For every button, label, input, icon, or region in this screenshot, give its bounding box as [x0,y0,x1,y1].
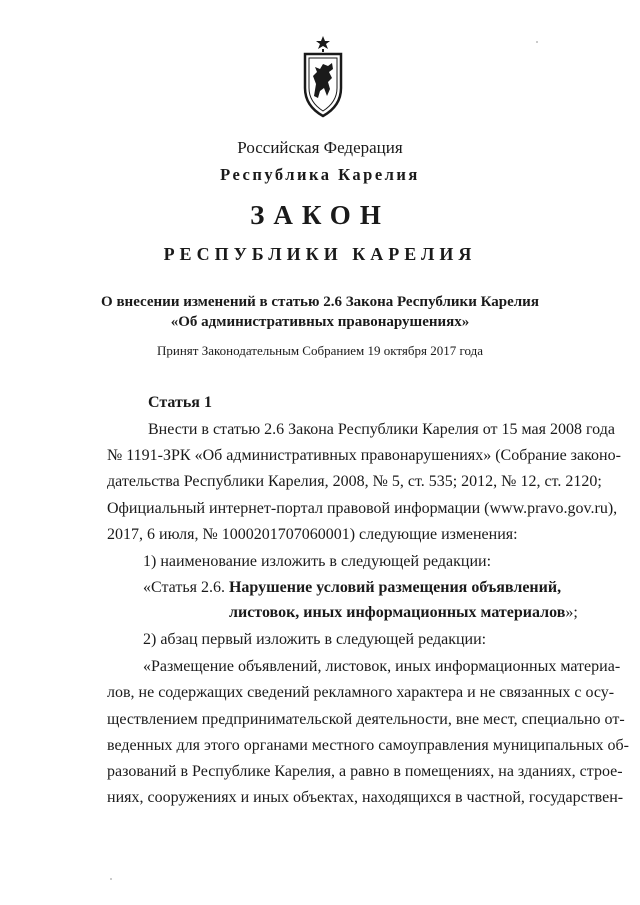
scan-speck [536,41,538,43]
item-1-prefix: «Статья 2.6. [143,579,229,596]
paragraph-1-line-3: дательства Республики Карелия, 2008, № 5, ст. 535; 2012, № 12, ст. 2120; [107,473,602,490]
paragraph-2-line-4: веденных для этого органами местного самоуправления муниципальных об- [107,737,629,754]
coat-of-arms-karelia-icon [299,36,347,118]
paragraph-2-line-5: разований в Республике Карелия, а равно в помещениях, на зданиях, строе- [107,763,623,780]
act-title-line-2: «Об административных правонарушениях» [170,314,470,330]
paragraph-1-line-2: № 1191-ЗРК «Об административных правонарушениях» (Собрание законо- [107,447,621,464]
republic-name: Республика Карелия [220,165,420,184]
scan-speck [110,878,112,880]
paragraph-1-line-5: 2017, 6 июля, № 1000201707060001) следующие изменения: [107,526,518,543]
item-1-article-title-cont [229,603,578,623]
act-title-line-1: О внесении изменений в статью 2.6 Закона Республики Карелия [101,294,539,310]
item-1-bold-line-2: листовок, иных информационных материалов [229,604,566,621]
paragraph-1-line-1: Внести в статью 2.6 Закона Республики Карелия от 15 мая 2008 года [148,421,615,438]
act-title [0,292,640,332]
item-1-article-title [143,578,561,598]
item-2: 2) абзац первый изложить в следующей редакции: [143,631,487,648]
item-1: 1) наименование изложить в следующей редакции: [143,553,492,570]
item-1-bold-line-1: Нарушение условий размещения объявлений, [228,579,562,596]
law-title: ЗАКОН [250,200,390,230]
item-1-suffix: »; [565,604,578,621]
law-subtitle: РЕСПУБЛИКИ КАРЕЛИЯ [163,244,477,264]
paragraph-1-line-4: Официальный интернет-портал правовой информации (www.pravo.gov.ru), [107,500,618,517]
paragraph-2-line-1: «Размещение объявлений, листовок, иных информационных материа- [143,658,621,675]
paragraph-2-line-2: лов, не содержащих сведений рекламного характера и не связанных с осу- [107,684,615,701]
article-heading: Статья 1 [148,394,212,411]
paragraph-2-line-6: ниях, сооружениях и иных объектах, находящихся в частной, государствен- [107,789,624,806]
country-name: Российская Федерация [237,138,403,157]
paragraph-2-line-3: ществлением предпринимательской деятельности, вне мест, специально от- [107,711,625,728]
adoption-date: Принят Законодательным Собранием 19 октября 2017 года [156,343,484,358]
